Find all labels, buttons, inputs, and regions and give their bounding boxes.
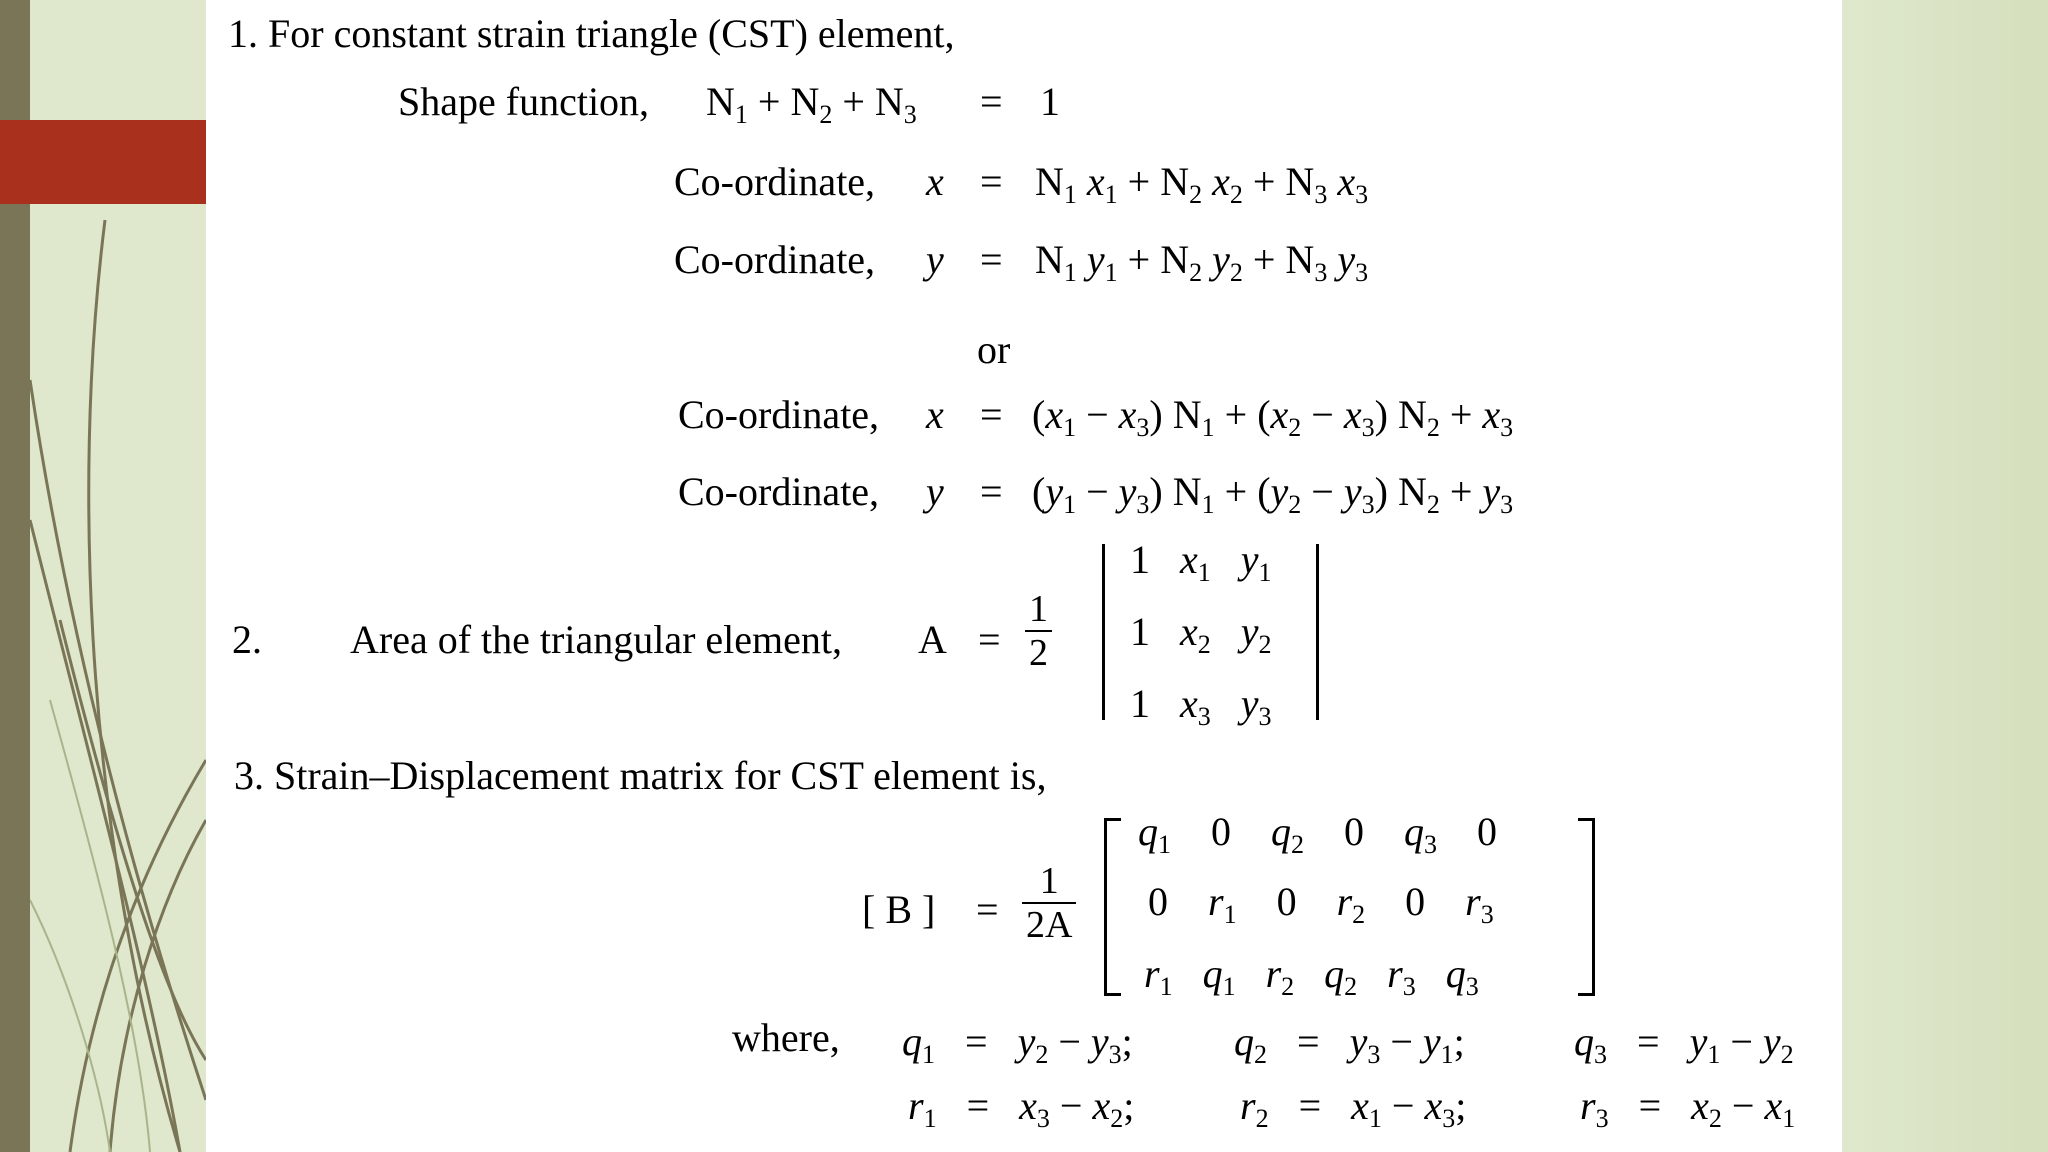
shape-function-rhs: 1 [1040, 79, 1060, 124]
content-panel [206, 0, 1842, 1152]
b-matrix-row-1: $q_1$ 0 $q_2$ 0 $q_3$ 0 [1138, 809, 1497, 859]
item2-number: 2. [232, 617, 262, 662]
right-background-strip [1842, 0, 2048, 1152]
q2-definition: $q_2 = y_3 - y_1$; [1234, 1019, 1465, 1069]
coord-x-formula-alt: $(x_1 - x_3) N_1 + (x_2 - x_3) N_2 + x_3$ [1032, 392, 1514, 442]
fraction-numerator: 1 [1029, 588, 1048, 630]
coord-x-label: Co-ordinate, [674, 159, 876, 204]
coord-x-label-alt: Co-ordinate, [678, 392, 880, 437]
fraction-denominator: 2 [1029, 632, 1048, 674]
det-row-1: 1 $x_1$ $y_1$ [1130, 537, 1272, 587]
coord-x-formula: $N_1$ $x_1 + N_2$ $x_2 + N_3$ $x_3$ [1035, 159, 1369, 209]
determinant-right-bar [1316, 544, 1319, 720]
b-matrix-symbol: [ B ] [862, 887, 936, 932]
equals-sign: = [980, 237, 1003, 282]
matrix-left-bracket [1104, 818, 1121, 996]
b-matrix-row-3: $r_1$ $q_1$ $r_2$ $q_2$ $r_3$ $q_3$ [1144, 951, 1479, 1001]
coord-y-label: Co-ordinate, [674, 237, 876, 282]
q3-definition: $q_3 = y_1 - y_2$ [1574, 1019, 1794, 1069]
r1-definition: $r_1 = x_3 - x_2$; [908, 1083, 1135, 1133]
coord-x-var: x [926, 159, 944, 204]
coord-y-var-alt: y [926, 469, 944, 514]
equals-sign: = [980, 159, 1003, 204]
coord-y-formula-alt: $(y_1 - y_3) N_1 + (y_2 - y_3) N_2 + y_3$ [1032, 469, 1514, 519]
or-text: or [977, 327, 1011, 372]
item3-heading: 3. Strain–Displacement matrix for CST element is, [234, 753, 1047, 798]
r2-definition: $r_2 = x_1 - x_3$; [1240, 1083, 1467, 1133]
item2-label: Area of the triangular element, [350, 617, 842, 662]
coord-x-var-alt: x [926, 392, 944, 437]
equals-sign: = [978, 617, 1001, 662]
det-row-3: 1 $x_3$ $y_3$ [1130, 681, 1272, 731]
equals-sign: = [980, 469, 1003, 514]
determinant-left-bar [1102, 544, 1105, 720]
item1-heading: 1. For constant strain triangle (CST) element, [228, 11, 955, 56]
equals-sign: = [980, 79, 1003, 124]
r3-definition: $r_3 = x_2 - x_1$ [1580, 1083, 1796, 1133]
coord-y-formula: $N_1$ $y_1 + N_2$ $y_2 + N_3$ $y_3$ [1035, 237, 1369, 287]
one-over-2a-fraction [1022, 862, 1076, 944]
where-label: where, [732, 1015, 840, 1060]
coord-y-label-alt: Co-ordinate, [678, 469, 880, 514]
b-matrix-row-2: 0 $r_1$ 0 $r_2$ 0 $r_3$ [1148, 879, 1494, 929]
matrix-right-bracket [1578, 818, 1595, 996]
q1-definition: $q_1 = y_2 - y_3$; [902, 1019, 1133, 1069]
equals-sign: = [980, 392, 1003, 437]
fraction-numerator: 1 [1039, 860, 1059, 902]
fraction-denominator: 2A [1026, 904, 1073, 946]
coord-y-var: y [926, 237, 944, 282]
det-row-2: 1 $x_2$ $y_2$ [1130, 609, 1272, 659]
half-fraction [1025, 590, 1052, 672]
accent-red-block [0, 120, 206, 204]
shape-function-label: Shape function, [398, 79, 650, 124]
equals-sign: = [976, 887, 999, 932]
shape-function-lhs: $N_1 + N_2 + N_3$ [706, 79, 917, 129]
area-symbol: A [918, 617, 947, 662]
